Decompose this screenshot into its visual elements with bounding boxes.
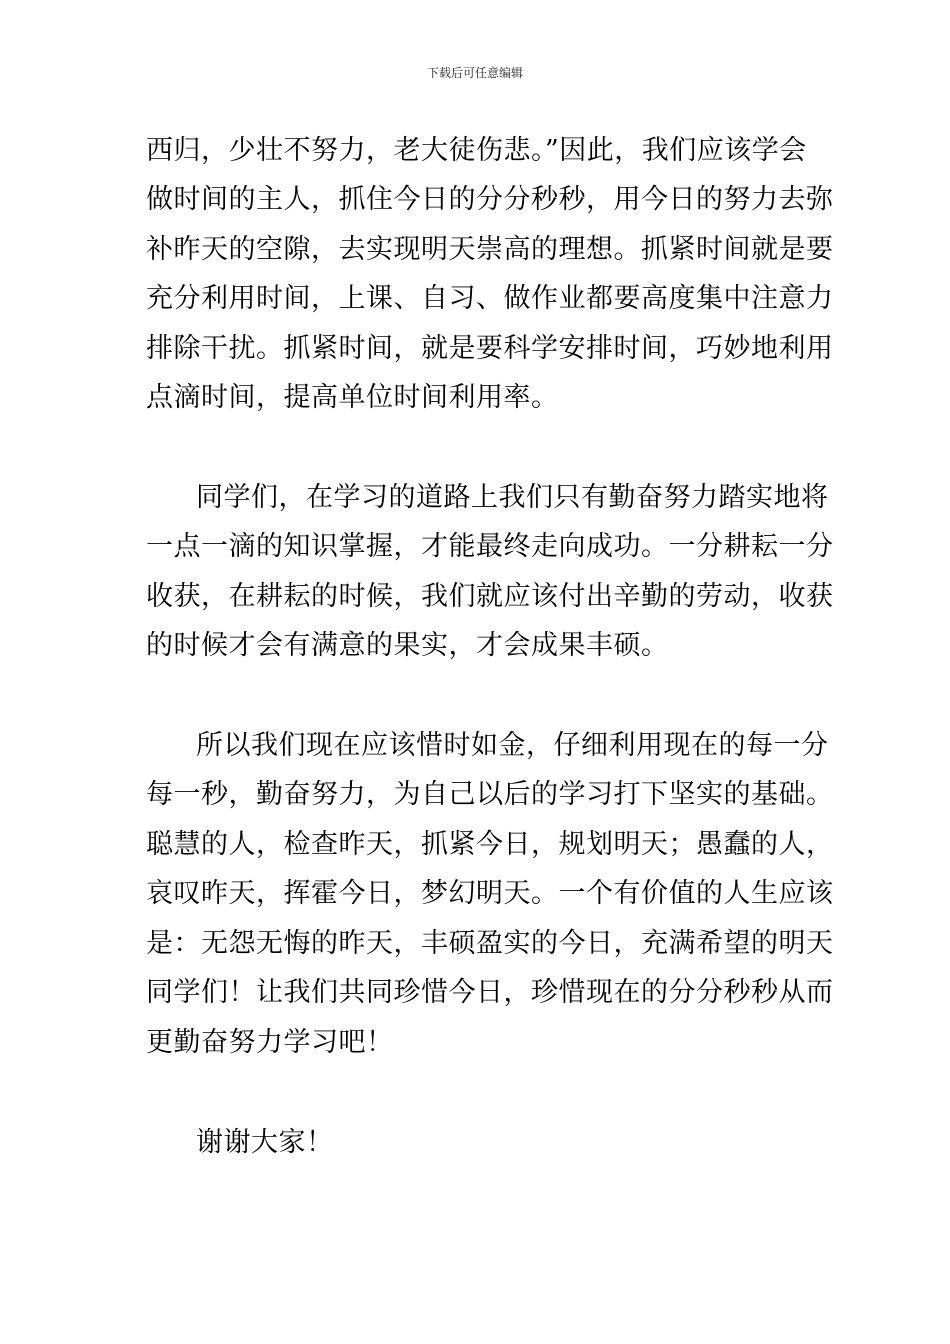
paragraph-1-line-5: 排除干扰。抓紧时间，就是要科学安排时间，巧妙地利用 xyxy=(146,333,834,364)
paragraph-3-line-1: 所以我们现在应该惜时如金，仔细利用现在的每一分 xyxy=(196,730,829,761)
page-header: 下载后可任意编辑 xyxy=(426,66,523,80)
paragraph-3-line-6: 同学们！让我们共同珍惜今日，珍惜现在的分分秒秒从而 xyxy=(146,977,834,1008)
paragraph-2-line-2: 一点一滴的知识掌握，才能最终走向成功。一分耕耘一分 xyxy=(146,531,834,562)
paragraph-2-line-3: 收获，在耕耘的时候，我们就应该付出辛勤的劳动，收获 xyxy=(146,581,834,612)
paragraph-1-line-3: 补昨天的空隙，去实现明天崇高的理想。抓紧时间就是要 xyxy=(146,234,834,265)
paragraph-3-line-3: 聪慧的人，检查昨天，抓紧今日，规划明天；愚蠢的人， xyxy=(146,829,834,860)
paragraph-1-line-6: 点滴时间，提高单位时间利用率。 xyxy=(146,382,559,413)
paragraph-3-line-4: 哀叹昨天，挥霍今日，梦幻明天。一个有价值的人生应该 xyxy=(146,878,834,909)
paragraph-1-line-2: 做时间的主人，抓住今日的分分秒秒，用今日的努力去弥 xyxy=(146,184,834,215)
paragraph-1-line-1: 西归，少壮不努力，老大徒伤悲。”因此，我们应该学会 xyxy=(146,135,807,166)
paragraph-3-line-2: 每一秒，勤奋努力，为自己以后的学习打下坚实的基础。 xyxy=(146,779,834,810)
paragraph-2-line-1: 同学们，在学习的道路上我们只有勤奋努力踏实地将 xyxy=(196,482,829,513)
closing-thanks: 谢谢大家！ xyxy=(196,1127,334,1158)
paragraph-3-line-5: 是：无怨无悔的昨天，丰硕盈实的今日，充满希望的明天 xyxy=(146,928,834,959)
paragraph-3-line-7: 更勤奋努力学习吧！ xyxy=(146,1027,394,1058)
paragraph-2-line-4: 的时候才会有满意的果实，才会成果丰硕。 xyxy=(146,630,669,661)
paragraph-1-line-4: 充分利用时间，上课、自习、做作业都要高度集中注意力 xyxy=(146,283,834,314)
